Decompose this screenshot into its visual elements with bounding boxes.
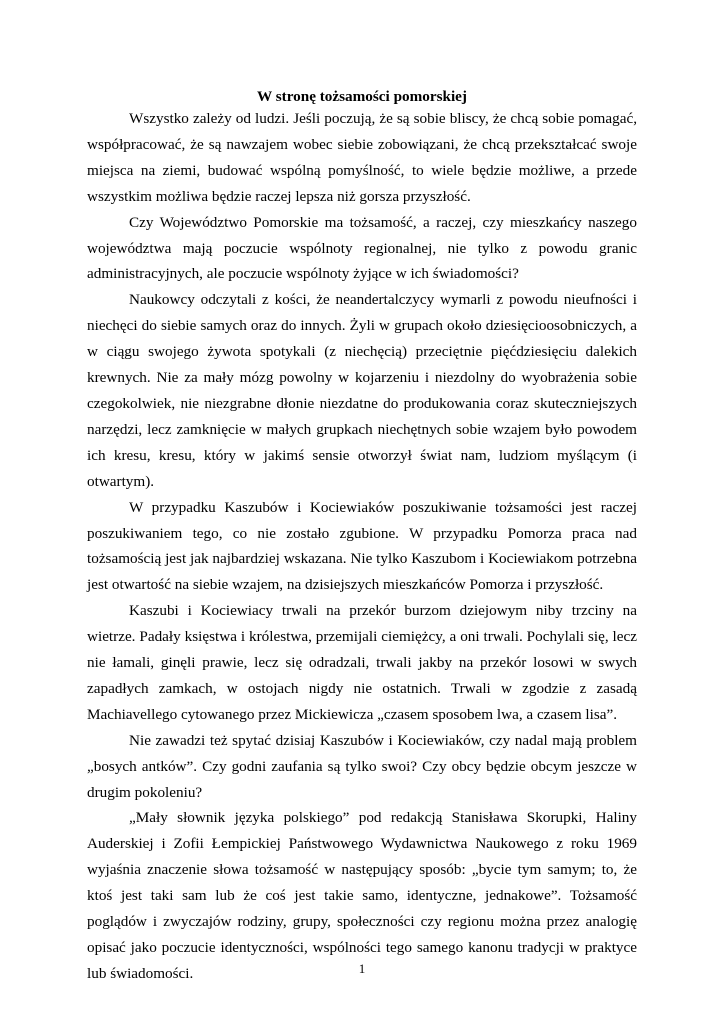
paragraph: Nie zawadzi też spytać dzisiaj Kaszubów i Kociewiaków, czy nadal mają problem „bosych antków”. Czy godni zaufania są tylko swoi? Czy obcy będzie obcym jeszcze w drugim pokoleniu?	[87, 731, 637, 801]
paragraph: Kaszubi i Kociewiacy trwali na przekór burzom dziejowym niby trzciny na wietrze. Padały księstwa i królestwa, przemijali ciemiężcy, a oni trwali. Pochylali się, lecz nie łamali, ginęli prawie, lecz się odradzali, trwali jakby na przekór losowi w swych zapadłych zamkach, w ostojach nigdy nie ostatnich. Trwali w zgodzie z zasadą Machiavellego cytowanego przez Mickiewicza „czasem sposobem lwa, a czasem lisa”.	[87, 602, 637, 723]
document-title: W stronę tożsamości pomorskiej	[257, 88, 467, 105]
paragraph: W przypadku Kaszubów i Kociewiaków poszukiwanie tożsamości jest raczej poszukiwaniem tego, co nie zostało zgubione. W przypadku Pomorza praca nad tożsamością jest jak najbardziej wskazana. Nie tylko Kaszubom i Kociewiakom potrzebna jest otwartość na siebie wzajem, na dzisiejszych mieszkańców Pomorza i przyszłość.	[87, 498, 637, 594]
paragraph: Naukowcy odczytali z kości, że neandertalczycy wymarli z powodu nieufności i niechęci do siebie samych oraz do innych. Żyli w grupach około dziesięcioosobniczych, a w ciągu swojego żywota spotykali (z niechęcią) przeciętnie pięćdziesięciu dalekich krewnych. Nie za mały mózg powolny w kojarzeniu i niezdolny do wyobrażenia sobie czegokolwiek, nie niezgrabne dłonie niezdatne do produkowania coraz skuteczniejszych narzędzi, lecz zamknięcie w małych grupkach niechętnych sobie wzajem było powodem ich kresu, kresu, który w jakimś sensie otworzył świat nam, ludziom myślącym (i otwartym).	[87, 291, 637, 490]
paragraph: Wszystko zależy od ludzi. Jeśli poczują, że są sobie bliscy, że chcą sobie pomagać, współpracować, że są nawzajem wobec siebie zobowiązani, że chcą przekształcać swoje miejsca na ziemi, budować wspólną pomyślność, to wiele będzie możliwe, a przede wszystkim możliwa będzie raczej lepsza niż gorsza przyszłość.	[87, 110, 637, 205]
document-body	[87, 106, 637, 987]
paragraph: „Mały słownik języka polskiego” pod redakcją Stanisława Skorupki, Haliny Auderskiej i Zofii Łempickiej Państwowego Wydawnictwa Naukowego z roku 1969 wyjaśnia znaczenie słowa tożsamość w następujący sposób: „bycie tym samym; to, że ktoś jest taki sam lub że coś jest takie samo, identyczne, jednakowe”. Tożsamość poglądów i zwyczajów rodziny, grupy, społeczności czy regionu można przez analogię opisać jako poczucie identyczności, wspólności tego samego kanonu tradycji w praktyce lub świadomości.	[87, 809, 637, 982]
paragraph: Czy Województwo Pomorskie ma tożsamość, a raczej, czy mieszkańcy naszego województwa mają poczucie wspólnoty regionalnej, nie tylko z powodu granic administracyjnych, ale poczucie wspólnoty żyjące w ich świadomości?	[87, 213, 637, 283]
page-number: 1	[358, 961, 366, 976]
